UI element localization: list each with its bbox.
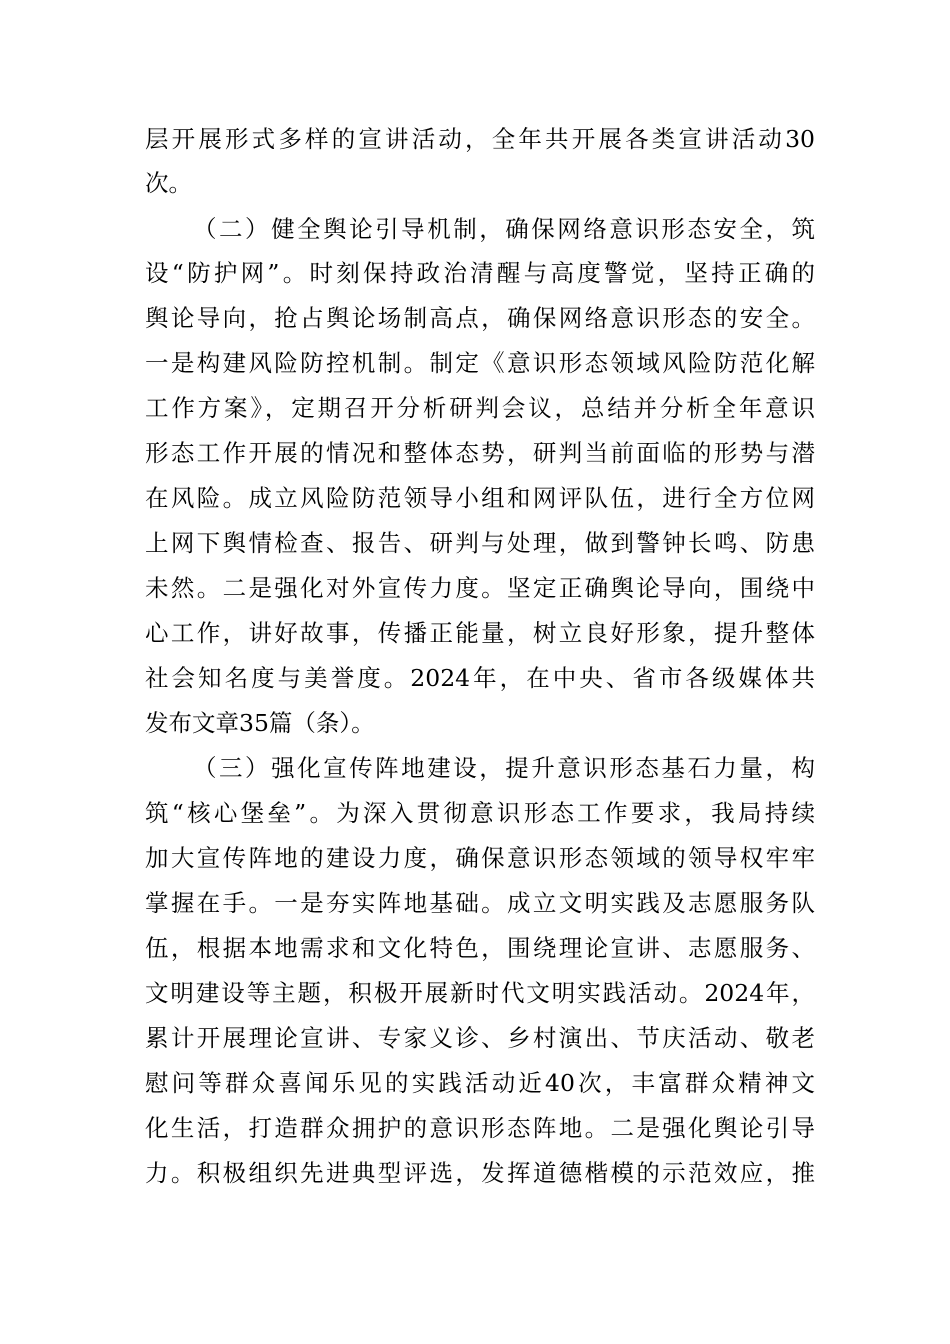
text-line: 形态工作开展的情况和整体态势，研判当前面临的形势与潜	[145, 439, 815, 467]
text-line: 社会知名度与美誉度。2024年，在中央、省市各级媒体共	[145, 664, 815, 692]
text-line: 上网下舆情检查、报告、研判与处理，做到警钟长鸣、防患	[145, 529, 815, 557]
text-line: 化生活，打造群众拥护的意识形态阵地。二是强化舆论引导	[145, 1114, 815, 1142]
section-heading-line: （三）强化宣传阵地建设，提升意识形态基石力量，构	[193, 754, 815, 782]
text-line: 一是构建风险防控机制。制定《意识形态领域风险防范化解	[145, 349, 815, 377]
text-line: 心工作，讲好故事，传播正能量，树立良好形象，提升整体	[145, 619, 815, 647]
text-line: 设“防护网”。时刻保持政治清醒与高度警觉，坚持正确的	[145, 259, 815, 287]
text-line: 伍，根据本地需求和文化特色，围绕理论宣讲、志愿服务、	[145, 934, 815, 962]
text-line: 文明建设等主题，积极开展新时代文明实践活动。2024年，	[145, 979, 815, 1007]
text-line: 筑“核心堡垒”。为深入贯彻意识形态工作要求，我局持续	[145, 799, 815, 827]
section-heading-line: （二）健全舆论引导机制，确保网络意识形态安全，筑	[193, 215, 815, 243]
text-line: 累计开展理论宣讲、专家义诊、乡村演出、节庆活动、敬老	[145, 1024, 815, 1052]
text-line: 次。	[145, 169, 192, 197]
text-line: 力。积极组织先进典型评选，发挥道德楷模的示范效应，推	[145, 1159, 815, 1187]
text-line: 在风险。成立风险防范领导小组和网评队伍，进行全方位网	[145, 484, 815, 512]
text-line: 掌握在手。一是夯实阵地基础。成立文明实践及志愿服务队	[145, 889, 815, 917]
text-line: 发布文章35篇（条）。	[145, 709, 375, 737]
text-line: 工作方案》，定期召开分析研判会议，总结并分析全年意识	[145, 394, 815, 422]
text-line: 层开展形式多样的宣讲活动，全年共开展各类宣讲活动30	[145, 125, 815, 153]
text-line: 未然。二是强化对外宣传力度。坚定正确舆论导向，围绕中	[145, 574, 815, 602]
text-line: 加大宣传阵地的建设力度，确保意识形态领域的领导权牢牢	[145, 844, 815, 872]
text-line: 慰问等群众喜闻乐见的实践活动近40次，丰富群众精神文	[145, 1069, 815, 1097]
text-line: 舆论导向，抢占舆论场制高点，确保网络意识形态的安全。	[145, 304, 815, 332]
